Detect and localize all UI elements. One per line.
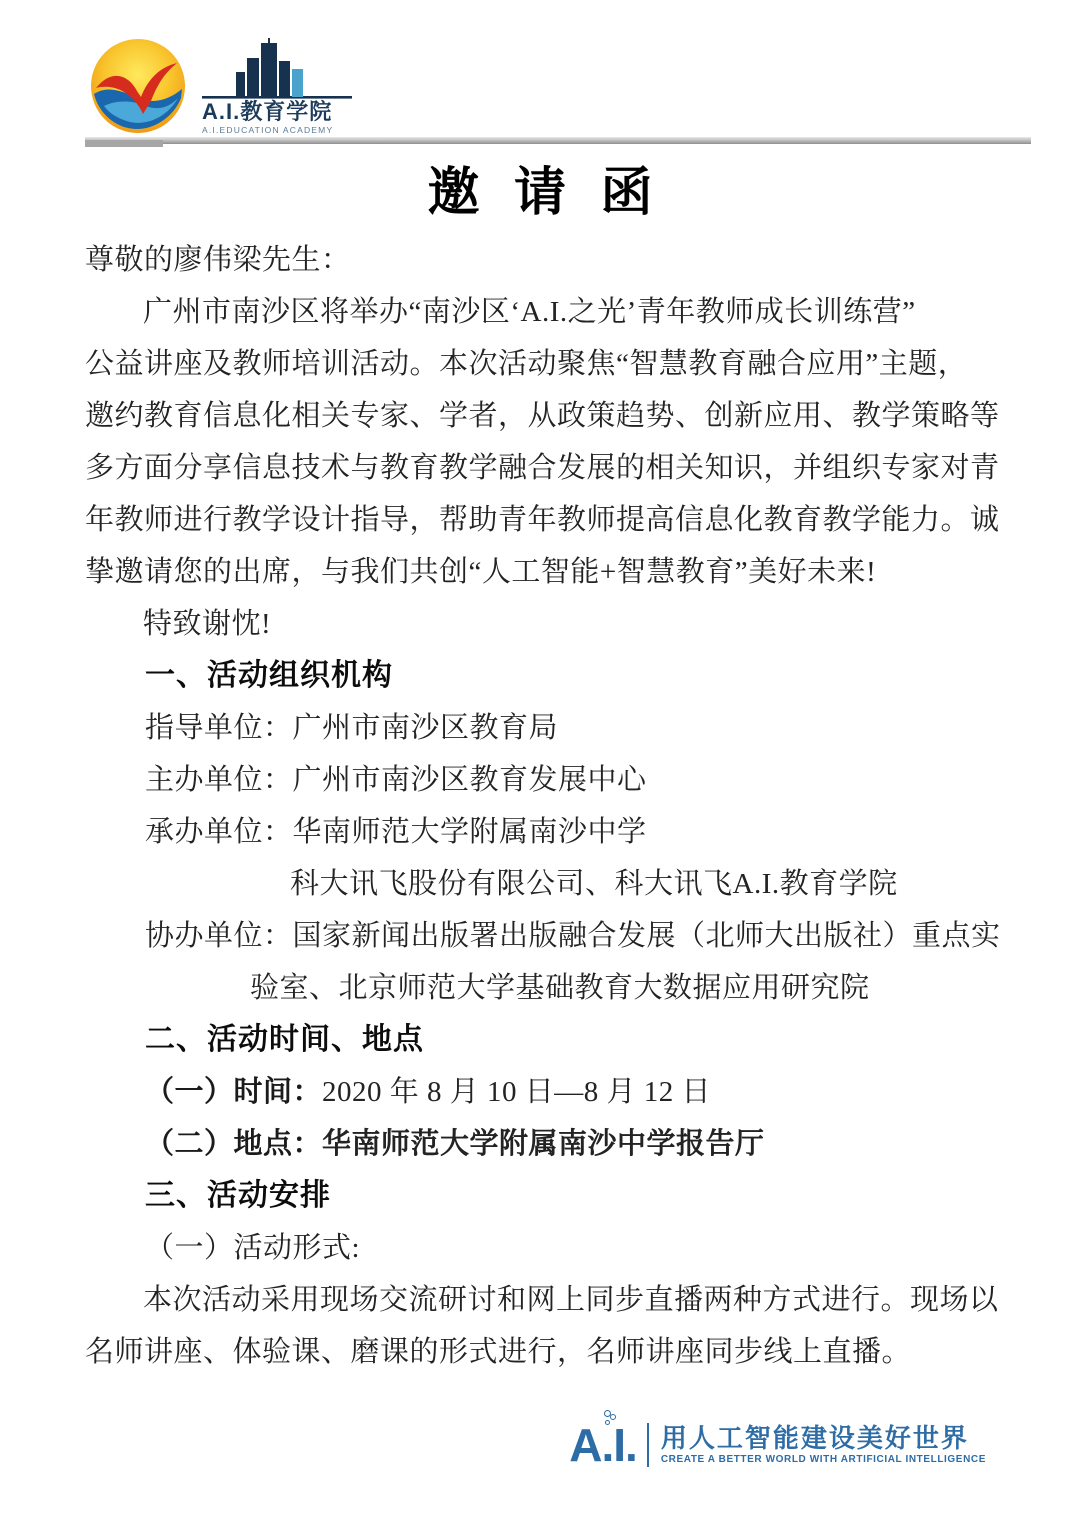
paragraph-line: 年教师进行教学设计指导，帮助青年教师提高信息化教育教学能力。诚 bbox=[85, 504, 1000, 536]
footer-separator bbox=[647, 1423, 649, 1467]
page-header bbox=[0, 0, 1080, 150]
academy-name-cn: A.I.教育学院 bbox=[202, 99, 333, 124]
org-line-coorganizer: 协办单位：国家新闻出版署出版融合发展（北师大出版社）重点实 bbox=[145, 920, 1001, 952]
paragraph-line: 邀约教育信息化相关专家、学者，从政策趋势、创新应用、教学策略等 bbox=[85, 400, 1000, 432]
org-line-host: 主办单位：广州市南沙区教育发展中心 bbox=[145, 764, 647, 796]
slogan-cn: 用人工智能建设美好世界 bbox=[660, 1423, 969, 1453]
paragraph-line: 本次活动采用现场交流研讨和网上同步直播两种方式进行。现场以 bbox=[143, 1284, 999, 1316]
paragraph-line: 多方面分享信息技术与教育教学融合发展的相关知识，并组织专家对青 bbox=[85, 452, 1000, 484]
org-line-organizer-cont: 科大讯飞股份有限公司、科大讯飞A.I.教育学院 bbox=[290, 868, 898, 900]
activity-form-subheading: （一）活动形式: bbox=[145, 1232, 361, 1264]
ai-logo-text: A.I. bbox=[569, 1419, 637, 1471]
org-line-coorganizer-cont: 验室、北京师范大学基础教育大数据应用研究院 bbox=[250, 972, 870, 1004]
paragraph-line: 公益讲座及教师培训活动。本次活动聚焦“智慧教育融合应用”主题， bbox=[85, 348, 968, 380]
letter-body bbox=[0, 228, 1080, 1378]
thanks-line: 特致谢忱! bbox=[143, 608, 272, 640]
page-title: 邀 请 函 bbox=[427, 164, 663, 222]
place-line bbox=[145, 1118, 995, 1170]
sun-bird-wave-emblem-icon bbox=[88, 36, 188, 136]
section2-heading: 二、活动时间、地点 bbox=[145, 1023, 424, 1056]
paragraph-line: 广州市南沙区将举办“南沙区‘A.I.之光’青年教师成长训练营” bbox=[143, 296, 916, 328]
footer-slogans bbox=[661, 1423, 986, 1467]
academy-logo-text bbox=[202, 36, 352, 136]
time-value: 2020 年 8 月 10 日—8 月 12 日 bbox=[322, 1076, 712, 1108]
slogan-en: CREATE A BETTER WORLD WITH ARTIFICIAL INTELLIGENCE bbox=[660, 1454, 986, 1465]
time-label: （一）时间： bbox=[145, 1076, 323, 1108]
bubbles-icon bbox=[603, 1410, 619, 1426]
section3-heading: 三、活动安排 bbox=[145, 1179, 331, 1212]
academy-name-en: A.I.EDUCATION ACADEMY bbox=[202, 125, 334, 135]
city-buildings-icon bbox=[202, 38, 352, 100]
ai-footer-logo bbox=[569, 1419, 637, 1471]
academy-logo bbox=[88, 36, 352, 136]
org-line-organizer: 承办单位：华南师范大学附属南沙中学 bbox=[145, 816, 647, 848]
time-line bbox=[145, 1066, 995, 1118]
place-value: 华南师范大学附属南沙中学报告厅 bbox=[322, 1128, 765, 1160]
paragraph-line: 名师讲座、体验课、磨课的形式进行，名师讲座同步线上直播。 bbox=[85, 1336, 912, 1368]
greeting: 尊敬的廖伟梁先生： bbox=[85, 244, 351, 276]
org-line-guidance: 指导单位：广州市南沙区教育局 bbox=[145, 712, 559, 744]
header-divider bbox=[85, 137, 1031, 144]
page-footer bbox=[569, 1419, 986, 1471]
section1-heading: 一、活动组织机构 bbox=[145, 659, 393, 692]
place-label: （二）地点： bbox=[145, 1128, 323, 1160]
paragraph-line: 挚邀请您的出席，与我们共创“人工智能+智慧教育”美好未来! bbox=[85, 556, 877, 588]
